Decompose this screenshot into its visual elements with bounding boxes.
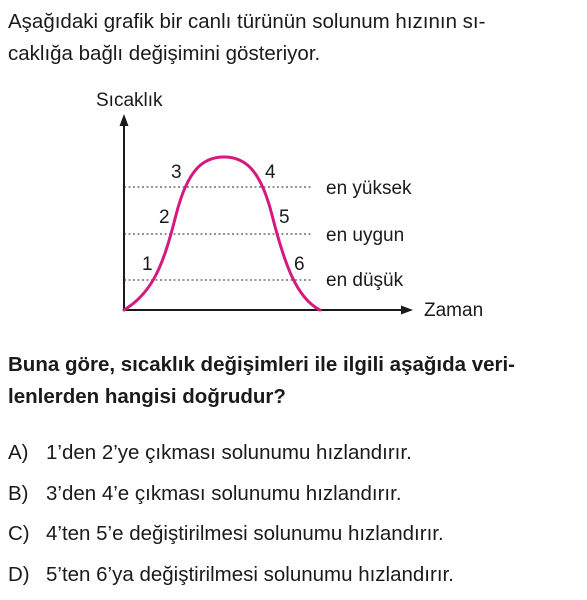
- question-line-1: Buna göre, sıcaklık değişimleri ile ilgili aşağıda veri-: [8, 353, 516, 376]
- option-c[interactable]: [8, 518, 580, 559]
- point-label-6: 6: [294, 254, 305, 275]
- x-axis-arrow-icon: [401, 306, 413, 315]
- intro-line-1: Aşağıdaki grafik bir canlı türünün solunum hızının sı-: [8, 10, 486, 33]
- option-letter: D): [8, 562, 30, 586]
- point-label-1: 1: [142, 254, 153, 275]
- option-a[interactable]: [8, 437, 580, 478]
- option-letter: C): [8, 522, 30, 545]
- option-text: 5’ten 6’ya değiştirilmesi solunumu hızlandırır.: [46, 562, 454, 586]
- option-d[interactable]: [8, 559, 580, 600]
- level-label-en-uygun: en uygun: [326, 225, 405, 246]
- point-label-4: 4: [265, 162, 276, 183]
- point-label-5: 5: [279, 207, 290, 228]
- x-axis-label: Zaman: [424, 300, 484, 321]
- y-axis-arrow-icon: [120, 114, 129, 126]
- option-text: 1’den 2’ye çıkması solunumu hızlandırır.: [46, 441, 412, 464]
- question-text: [8, 349, 580, 413]
- option-text: 3’den 4’e çıkması solunumu hızlandırır.: [46, 481, 402, 505]
- point-label-3: 3: [171, 162, 182, 183]
- answer-options: [8, 437, 580, 599]
- option-letter: B): [8, 481, 29, 505]
- y-axis-label: Sıcaklık: [96, 90, 163, 111]
- question-line-2: lenlerden hangisi doğrudur?: [8, 385, 286, 408]
- option-letter: A): [8, 441, 29, 464]
- level-label-en-dusuk: en düşük: [326, 270, 404, 291]
- point-label-2: 2: [159, 207, 170, 228]
- level-label-en-yuksek: en yüksek: [326, 178, 412, 199]
- intro-line-2: caklığa bağlı değişimini gösteriyor.: [8, 42, 321, 65]
- option-text: 4’ten 5’e değiştirilmesi solunumu hızlandırır.: [46, 522, 444, 545]
- option-b[interactable]: [8, 478, 580, 519]
